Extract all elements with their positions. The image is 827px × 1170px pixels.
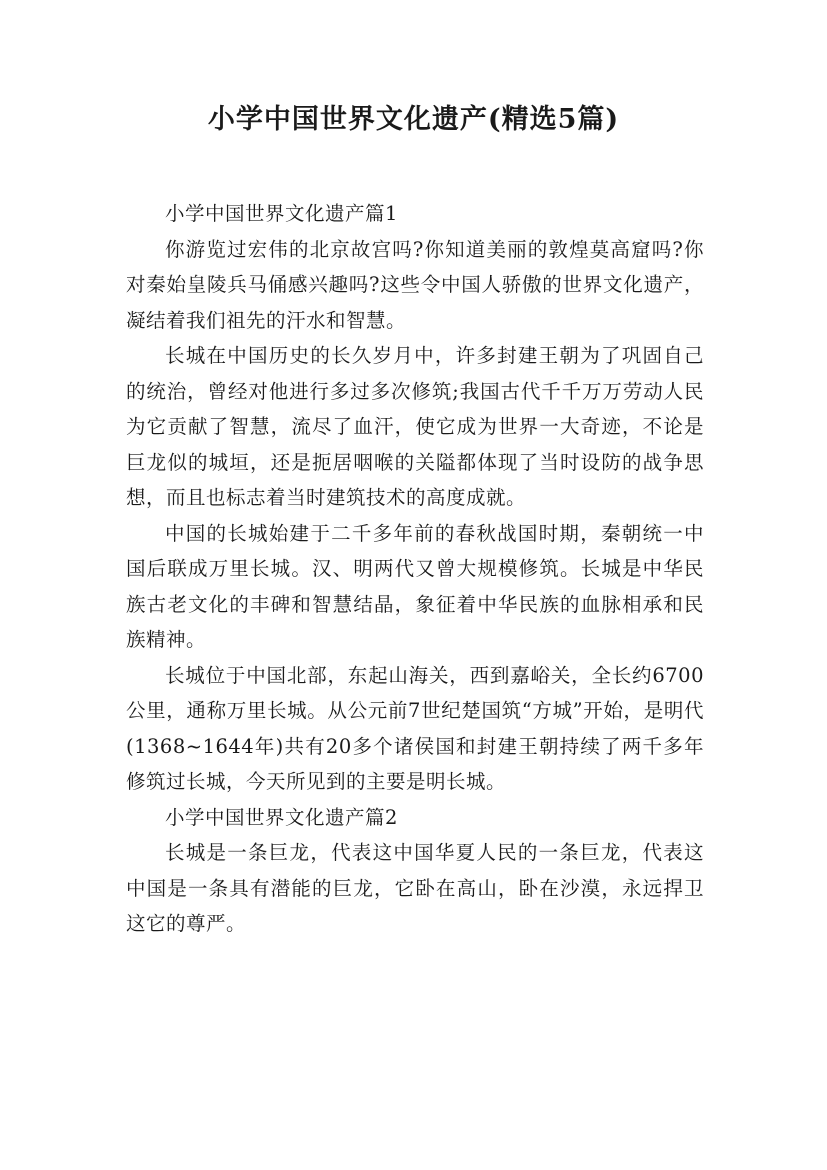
section-1-paragraph-2: 长城在中国历史的长久岁月中，许多封建王朝为了巩固自己的统治，曾经对他进行多过多次修筑;我国古代千千万万劳动人民为它贡献了智慧，流尽了血汗，使它成为世界一大奇迹，不论是巨龙似的城垣，还是扼居咽喉的关隘都体现了当时设防的战争思想，而且也标志着当时建筑技术的高度成就。 — [126, 344, 704, 509]
section-1-paragraph-3: 中国的长城始建于二千多年前的春秋战国时期，秦朝统一中国后联成万里长城。汉、明两代又曾大规模修筑。长城是中华民族古老文化的丰碑和智慧结晶，象征着中华民族的血脉相承和民族精神。 — [126, 521, 704, 651]
document-body — [126, 196, 704, 942]
section-2-paragraph-1: 长城是一条巨龙，代表这中国华夏人民的一条巨龙，代表这中国是一条具有潜能的巨龙，它卧在高山，卧在沙漠，永远捍卫这它的尊严。 — [126, 841, 704, 935]
section-1-paragraph-1: 你游览过宏伟的北京故宫吗?你知道美丽的敦煌莫高窟吗?你对秦始皇陵兵马俑感兴趣吗?这些令中国人骄傲的世界文化遗产，凝结着我们祖先的汗水和智慧。 — [126, 237, 704, 332]
section-heading-1: 小学中国世界文化遗产篇1 — [165, 202, 398, 225]
section-heading-2: 小学中国世界文化遗产篇2 — [165, 805, 398, 829]
section-1-paragraph-4: 长城位于中国北部，东起山海关，西到嘉峪关，全长约6700公里，通称万里长城。从公元前7世纪楚国筑“方城”开始，是明代(1368~1644年)共有20多个诸侯国和封建王朝持续了两千多年修筑过长城，今天所见到的主要是明长城。 — [126, 663, 704, 793]
document-title: 小学中国世界文化遗产(精选5篇) — [207, 104, 620, 135]
